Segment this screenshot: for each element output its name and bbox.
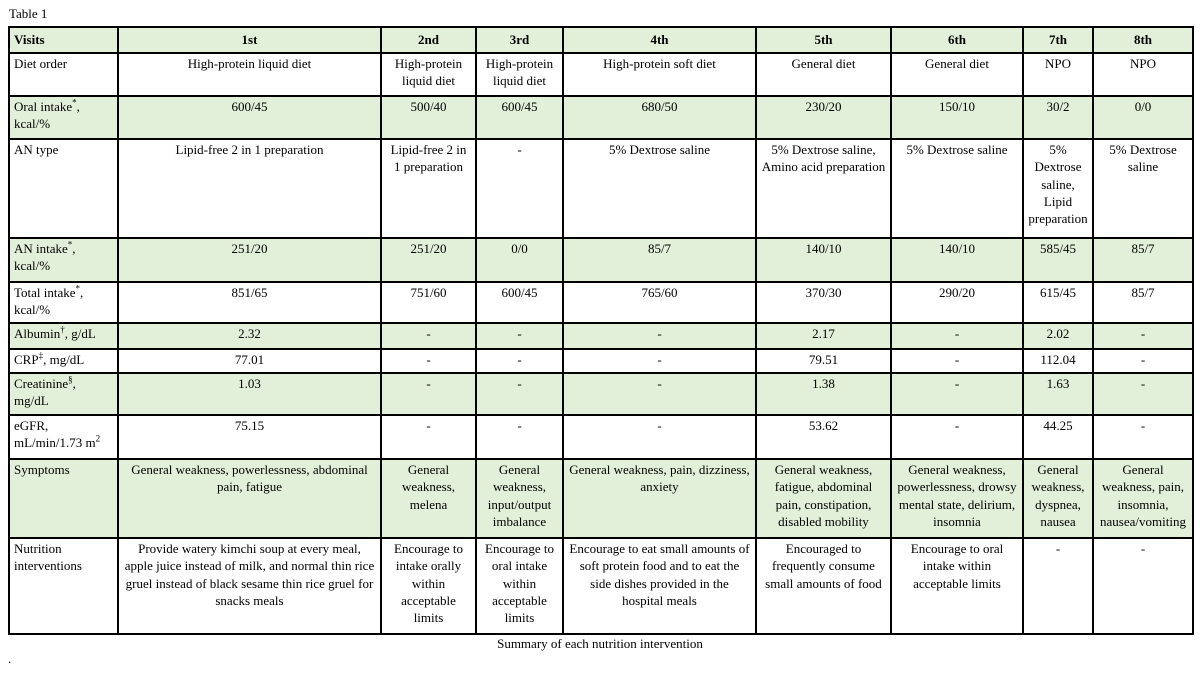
column-header-3rd: 3rd [476, 27, 563, 53]
table-row-albumin [9, 323, 1193, 349]
column-header-visits: Visits [9, 27, 118, 53]
table-row-creatinine [9, 373, 1193, 415]
cell: - [563, 323, 756, 349]
cell: 5% Dextrose saline [891, 139, 1023, 238]
cell: 140/10 [891, 238, 1023, 282]
cell: General weakness, fatigue, abdominal pain, constipation, disabled mobility [756, 459, 891, 538]
table-row-nutrition-interventions [9, 538, 1193, 634]
column-header-5th: 5th [756, 27, 891, 53]
cell: - [891, 323, 1023, 349]
cell: - [563, 415, 756, 459]
cell: - [476, 323, 563, 349]
table-row-oral-intake [9, 96, 1193, 139]
table-row-an-intake [9, 238, 1193, 282]
cell: - [381, 373, 476, 415]
cell: 5% Dextrose saline [1093, 139, 1193, 238]
cell: High-protein soft diet [563, 53, 756, 96]
cell: - [476, 373, 563, 415]
cell: 500/40 [381, 96, 476, 139]
table-title: Table 1 [9, 6, 48, 21]
cell: 5% Dextrose saline, Amino acid preparation [756, 139, 891, 238]
cell: 5% Dextrose saline [563, 139, 756, 238]
cell: - [476, 139, 563, 238]
nutrition-intervention-table [8, 26, 1194, 635]
cell: 53.62 [756, 415, 891, 459]
cell: Lipid-free 2 in 1 preparation [381, 139, 476, 238]
cell: - [476, 415, 563, 459]
cell: 79.51 [756, 349, 891, 373]
cell: 85/7 [1093, 282, 1193, 323]
row-label: AN intake*, kcal/% [9, 238, 118, 282]
cell: - [1023, 538, 1093, 634]
table-row-an-type [9, 139, 1193, 238]
cell: 2.32 [118, 323, 381, 349]
cell: Provide watery kimchi soup at every meal, apple juice instead of milk, and normal thin rice gruel instead of black sesame thin rice gruel for snacks meals [118, 538, 381, 634]
table-caption: Summary of each nutrition intervention [497, 636, 703, 651]
cell: 751/60 [381, 282, 476, 323]
table-row-crp [9, 349, 1193, 373]
row-label: Oral intake*, kcal/% [9, 96, 118, 139]
cell: 290/20 [891, 282, 1023, 323]
cell: General weakness, dyspnea, nausea [1023, 459, 1093, 538]
cell: 1.03 [118, 373, 381, 415]
cell: - [1093, 373, 1193, 415]
row-label: Albumin†, g/dL [9, 323, 118, 349]
cell: 251/20 [381, 238, 476, 282]
cell: 2.17 [756, 323, 891, 349]
cell: 30/2 [1023, 96, 1093, 139]
cell: - [1093, 415, 1193, 459]
cell: High-protein liquid diet [118, 53, 381, 96]
cell: High-protein liquid diet [381, 53, 476, 96]
column-header-6th: 6th [891, 27, 1023, 53]
trailing-period: . [8, 651, 12, 666]
cell: - [381, 415, 476, 459]
cell: 600/45 [476, 96, 563, 139]
cell: Lipid-free 2 in 1 preparation [118, 139, 381, 238]
cell: - [1093, 538, 1193, 634]
cell: 5% Dextrose saline, Lipid preparation [1023, 139, 1093, 238]
row-label: Total intake*, kcal/% [9, 282, 118, 323]
cell: 112.04 [1023, 349, 1093, 373]
row-label: Diet order [9, 53, 118, 96]
table-row-total-intake [9, 282, 1193, 323]
cell: Encourage to intake orally within acceptable limits [381, 538, 476, 634]
cell: Encourage to oral intake within acceptable limits [891, 538, 1023, 634]
cell: - [891, 349, 1023, 373]
cell: - [1093, 323, 1193, 349]
column-header-1st: 1st [118, 27, 381, 53]
cell: 2.02 [1023, 323, 1093, 349]
cell: High-protein liquid diet [476, 53, 563, 96]
cell: 851/65 [118, 282, 381, 323]
cell: 0/0 [1093, 96, 1193, 139]
cell: General diet [891, 53, 1023, 96]
cell: 600/45 [118, 96, 381, 139]
cell: Encourage to oral intake within acceptable limits [476, 538, 563, 634]
cell: 150/10 [891, 96, 1023, 139]
cell: - [563, 373, 756, 415]
table-row-diet-order [9, 53, 1193, 96]
cell: General weakness, powerlessness, abdominal pain, fatigue [118, 459, 381, 538]
cell: 1.38 [756, 373, 891, 415]
cell: - [891, 373, 1023, 415]
column-header-2nd: 2nd [381, 27, 476, 53]
cell: - [891, 415, 1023, 459]
cell: 680/50 [563, 96, 756, 139]
cell: 600/45 [476, 282, 563, 323]
cell: General weakness, pain, dizziness, anxiety [563, 459, 756, 538]
cell: 85/7 [1093, 238, 1193, 282]
cell: Encourage to eat small amounts of soft protein food and to eat the side dishes provided in the hospital meals [563, 538, 756, 634]
cell: - [381, 349, 476, 373]
cell: - [563, 349, 756, 373]
cell: 1.63 [1023, 373, 1093, 415]
row-label: eGFR, mL/min/1.73 $m^2$ [9, 415, 118, 459]
cell: General diet [756, 53, 891, 96]
cell: General weakness, melena [381, 459, 476, 538]
column-header-4th: 4th [563, 27, 756, 53]
cell: NPO [1023, 53, 1093, 96]
cell: 765/60 [563, 282, 756, 323]
cell: 140/10 [756, 238, 891, 282]
table-row-symptoms [9, 459, 1193, 538]
cell: - [476, 349, 563, 373]
cell: 44.25 [1023, 415, 1093, 459]
row-label: Symptoms [9, 459, 118, 538]
cell: General weakness, input/output imbalance [476, 459, 563, 538]
row-label: Nutrition interventions [9, 538, 118, 634]
row-label: AN type [9, 139, 118, 238]
column-header-8th: 8th [1093, 27, 1193, 53]
cell: 615/45 [1023, 282, 1093, 323]
cell: 230/20 [756, 96, 891, 139]
cell: 85/7 [563, 238, 756, 282]
cell: 585/45 [1023, 238, 1093, 282]
cell: NPO [1093, 53, 1193, 96]
cell: Encouraged to frequently consume small amounts of food [756, 538, 891, 634]
row-label: Creatinine§, mg/dL [9, 373, 118, 415]
cell: - [1093, 349, 1193, 373]
cell: 77.01 [118, 349, 381, 373]
cell: 0/0 [476, 238, 563, 282]
cell: - [381, 323, 476, 349]
cell: General weakness, powerlessness, drowsy mental state, delirium, insomnia [891, 459, 1023, 538]
column-header-7th: 7th [1023, 27, 1093, 53]
cell: 75.15 [118, 415, 381, 459]
table-row-egfr [9, 415, 1193, 459]
header-row [9, 27, 1193, 53]
cell: 370/30 [756, 282, 891, 323]
cell: General weakness, pain, insomnia, nausea/vomiting [1093, 459, 1193, 538]
row-label: CRP‡, mg/dL [9, 349, 118, 373]
cell: 251/20 [118, 238, 381, 282]
